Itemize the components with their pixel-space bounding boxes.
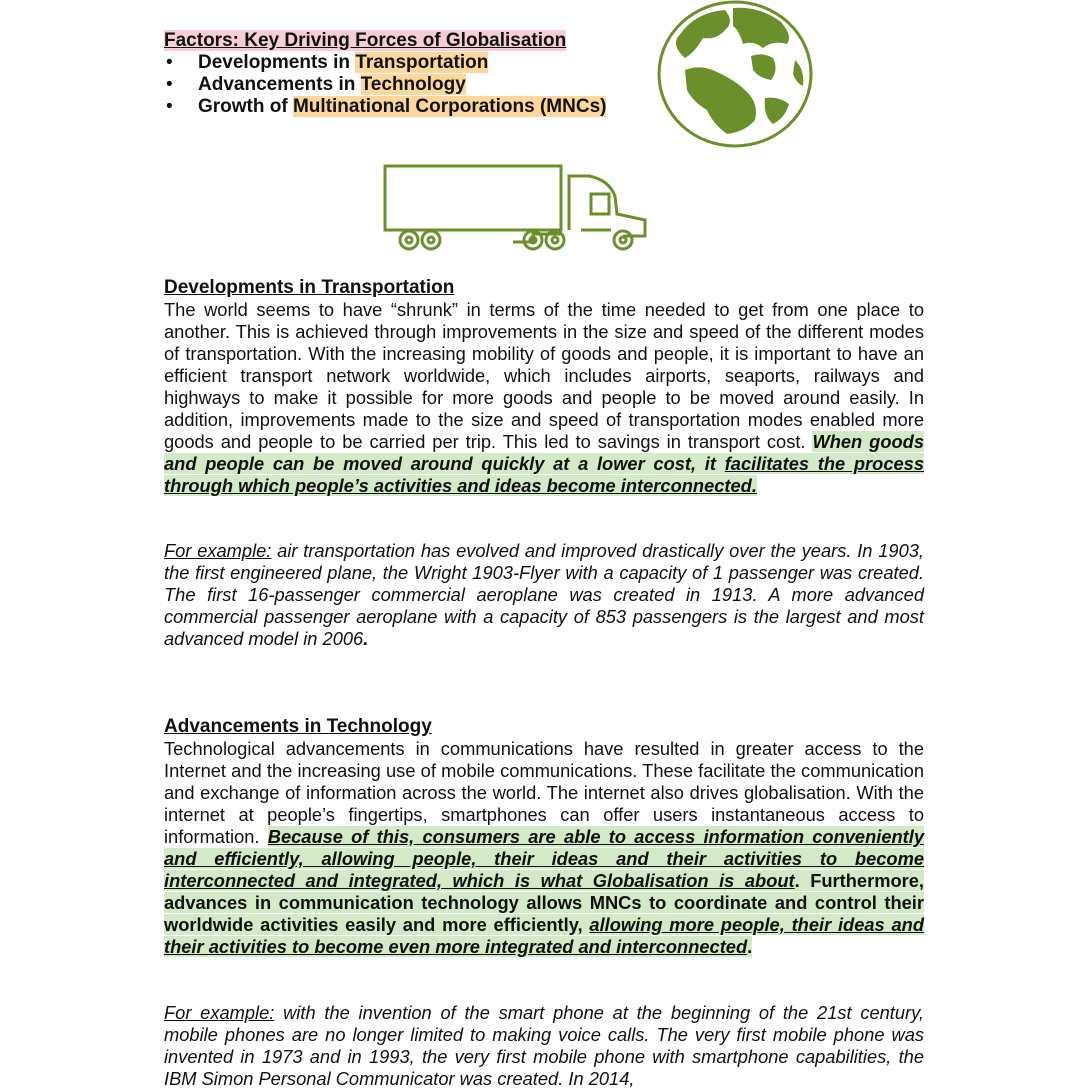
technology-example xyxy=(164,1002,924,1090)
factor-highlight: Transportation xyxy=(355,52,489,73)
truck-icon xyxy=(383,164,651,256)
technology-heading: Advancements in Technology xyxy=(164,716,432,737)
transport-heading: Developments in Transportation xyxy=(164,277,455,298)
globe-icon xyxy=(655,0,815,152)
technology-end: . xyxy=(747,936,753,957)
transport-example-paragraph xyxy=(164,540,924,650)
factor-prefix: Growth of xyxy=(198,96,293,117)
technology-emph-2: allowing more people, their ideas and their activities to become even more integrated and interconnected xyxy=(164,914,924,957)
technology-section xyxy=(164,716,924,958)
factor-highlight: Technology xyxy=(360,74,466,95)
factor-prefix: Developments in xyxy=(198,52,356,73)
title-text: Factors: Key Driving Forces of Globalisation xyxy=(164,30,567,51)
technology-example-paragraph xyxy=(164,1002,924,1090)
transport-emph-lead: When goods and people can be moved around quickly at a lower cost, it xyxy=(164,431,924,474)
technology-paragraph xyxy=(164,738,924,958)
transport-example xyxy=(164,540,924,650)
example-label: For example: xyxy=(164,1002,275,1023)
factor-prefix: Advancements in xyxy=(198,74,361,95)
example-text: with the invention of the smart phone at the beginning of the 21st century, mobile phones are no longer limited to making voice calls. The very first mobile phone was invented in 1973 and in 1993, the very first mobile phone with smartphone capabilities, the IBM Simon Personal Communicator was created. In 2014, xyxy=(164,1002,924,1089)
transport-paragraph xyxy=(164,299,924,497)
example-label: For example: xyxy=(164,540,272,561)
technology-body: Technological advancements in communications have resulted in greater access to the Internet and the increasing use of mobile communications. These facilitate the communication and exchange of information across the world. The internet also drives globalisation. With the internet at people’s fingertips, smartphones can offer users instantaneous access to information. xyxy=(164,738,924,847)
transport-emph-underline: facilitates the process through which people’s activities and ideas become interconnected. xyxy=(164,453,924,496)
transport-section xyxy=(164,277,924,497)
transport-body: The world seems to have “shrunk” in terms of the time needed to get from one place to another. This is achieved through improvements in the size and speed of the different modes of transportation. With the increasing mobility of goods and people, it is important to have an efficient transport network worldwide, which includes airports, seaports, railways and highways to make it possible for more goods and people to be moved around easily. In addition, improvements made to the size and speed of transportation modes enabled more goods and people to be carried per trip. This led to savings in transport cost. xyxy=(164,299,924,452)
factor-highlight: Multinational Corporations (MNCs) xyxy=(292,96,607,117)
technology-emph-1: Because of this, consumers are able to access information conveniently and efficiently, allowing people, their ideas and their activities to become interconnected and integrated, which is what Globalisation is about xyxy=(164,826,924,891)
technology-bold-mid: . Furthermore, advances in communication technology allows MNCs to coordinate and control their worldwide activities easily and more efficiently, xyxy=(164,870,924,935)
technology-highlight xyxy=(164,826,924,957)
example-end: . xyxy=(363,628,369,649)
example-text: air transportation has evolved and improved drastically over the years. In 1903, the first engineered plane, the Wright 1903-Flyer with a capacity of 1 passenger was created. The first 16-passenger commercial aeroplane was created in 1913. A more advanced commercial passenger aeroplane with a capacity of 853 passengers is the largest and most advanced model in 2006 xyxy=(164,540,924,649)
